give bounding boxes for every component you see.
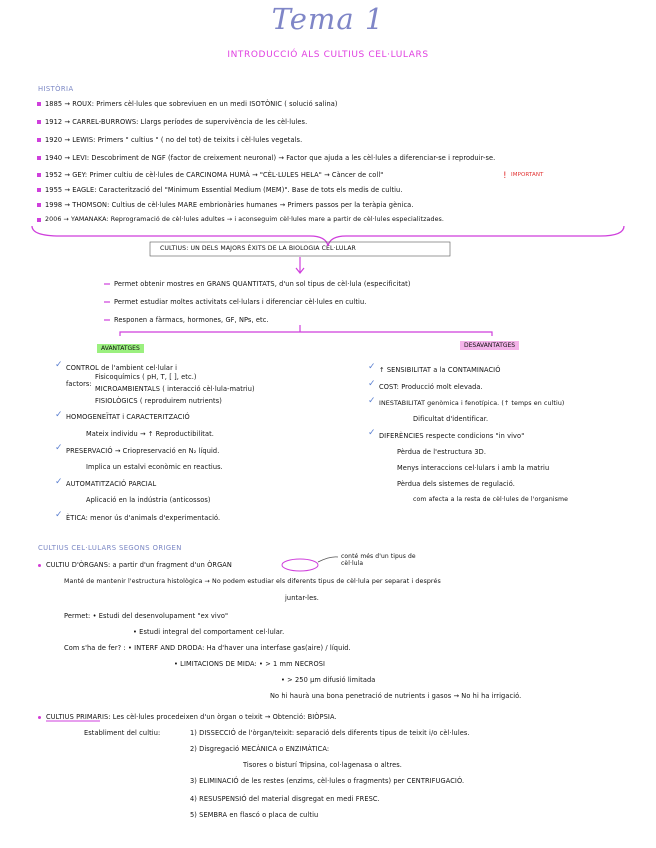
avantatges-item: PRESERVACIÓ → Criopreservació en N₂ líquid. [66, 447, 220, 455]
organ-circle [282, 559, 318, 571]
check-icon: ✓ [55, 477, 63, 487]
historia-item: 1998 → THOMSON: Cultius de cèl·lules MARE embrionàries humanes → Primers passos per la teràpia gènica. [45, 201, 414, 209]
historia-item: 1955 → EAGLE: Caracterització del "Minimum Essential Medium (MEM)". Base de tots els medis de cultiu. [45, 186, 403, 194]
primaris-step: 5) SEMBRA en flascó o placa de cultiu [190, 811, 319, 819]
origen-line: • > 250 µm difusió limitada [281, 676, 376, 684]
desavantatges-item: com afecta a la resta de cèl·lules de l'organisme [413, 496, 569, 503]
avantatges-item: HOMOGENEÏTAT i CARACTERITZACIÓ [66, 413, 190, 421]
check-icon: ✓ [55, 510, 63, 520]
important-label: IMPORTANT [511, 172, 544, 178]
primaris-step-detail: Tisores o bisturí Tripsina, col·lagenasa o altres. [243, 761, 402, 769]
historia-item: 1940 → LEVI: Descobriment de NGF (factor de creixement neuronal) → Factor que ajuda a les cèl·lules a diferenciar-se i reproduir-se. [45, 154, 496, 162]
origen-line: • LIMITACIONS DE MIDA: • > 1 mm NECROSI [174, 660, 326, 668]
origen-heading: CULTIUS CEL·LULARS SEGONS ORIGEN [38, 544, 182, 552]
avantatges-item: AUTOMATITZACIÓ PARCIAL [66, 480, 157, 488]
historia-item: 1885 → ROUX: Primers cèl·lules que sobreviuen en un medi ISOTÒNIC ( solució salina) [45, 100, 338, 108]
primaris-step: 1) DISSECCIÓ de l'òrgan/teixit: separació dels diferents tipus de teixit i/o cèl·lules. [190, 729, 470, 737]
cultius-point: Responen a fàrmacs, hormones, GF, NPs, etc. [114, 316, 269, 324]
page-subtitle: INTRODUCCIÓ ALS CULTIUS CEL·LULARS [227, 50, 429, 60]
primaris-title: CULTIUS PRIMARIS: Les cèl·lules procedeixen d'un òrgan o teixit → Obtenció: BIÒPSIA. [46, 713, 337, 721]
check-icon: ✓ [368, 428, 376, 438]
avantatges-item: ÈTICA: menor ús d'animals d'experimentació. [66, 514, 221, 522]
check-icon: ✓ [55, 443, 63, 453]
desavantatges-badge: DESAVANTATGES [460, 341, 519, 350]
check-icon: ✓ [55, 410, 63, 420]
avantatges-item: Aplicació en la indústria (anticossos) [86, 496, 211, 504]
desavantatges-item: COST: Producció molt elevada. [379, 383, 483, 391]
organ-line: CULTIU D'ÒRGANS: a partir d'un fragment d'un ÒRGAN [46, 561, 232, 569]
desavantatges-item: Pèrdua de l'estructura 3D. [397, 448, 487, 456]
check-icon: ✓ [368, 379, 376, 389]
desavantatges-item: Dificultat d'identificar. [413, 415, 489, 423]
check-icon: ✓ [55, 360, 63, 370]
organ-note: conté més d'un tipus de cèl·lula [341, 553, 416, 567]
origen-line: No hi haurà una bona penetració de nutrients i gasos → No hi ha irrigació. [270, 692, 522, 700]
check-icon: ✓ [368, 362, 376, 372]
cultius-point: Permet estudiar moltes activitats cel·lulars i diferenciar cèl·lules en cultiu. [114, 298, 367, 306]
origen-line: juntar-les. [285, 594, 320, 602]
avantatges-factor: MICROAMBIENTALS ( interacció cèl·lula-matriu) [95, 385, 255, 393]
avantatges-factors-label: factors: [66, 380, 92, 388]
page-title: Tema 1 [271, 2, 385, 36]
cultius-box [150, 242, 450, 256]
check-icon: ✓ [368, 396, 376, 406]
desavantatges-item: Pèrdua dels sistemes de regulació. [397, 480, 515, 488]
avantatges-control: CONTROL de l'ambient cel·lular i [66, 364, 178, 372]
historia-item: 2006 → YAMANAKA: Reprogramació de cèl·lules adultes → i aconseguim cèl·lules mare a partir de cèl·lules especialitzades. [45, 216, 445, 223]
avantatges-factor: FISIOLÒGICS ( reproduirem nutrients) [95, 397, 222, 405]
historia-heading: HISTÒRIA [38, 85, 74, 93]
desavantatges-item: INESTABILITAT genòmica i fenotípica. (↑ temps en cultiu) [379, 400, 565, 407]
desavantatges-item: ↑ SENSIBILITAT a la CONTAMINACIÓ [379, 366, 501, 374]
primaris-step: 4) RESUSPENSIÓ del material disgregat en medi FRESC. [190, 795, 380, 803]
desavantatges-item: Menys interaccions cel·lulars i amb la matriu [397, 464, 550, 472]
historia-item: 1920 → LEWIS: Primers " cultius " ( no del tot) de teixits i cèl·lules vegetals. [45, 136, 303, 144]
cultius-box-label: CULTIUS: UN DELS MAJORS ÈXITS DE LA BIOLOGIA CEL·LULAR [160, 245, 356, 252]
desavantatges-item: DIFERÈNCIES respecte condicions "in vivo" [379, 432, 525, 440]
cultius-point: Permet obtenir mostres en GRANS QUANTITATS, d'un sol tipus de cèl·lula (especificitat) [114, 280, 411, 288]
establiment-label: Establiment del cultiu: [84, 729, 161, 737]
origen-line: Manté de mantenir l'estructura histològica → No podem estudiar els diferents tipus de cèl·lula per separat i després [64, 578, 441, 585]
branch [120, 325, 492, 336]
historia-item: 1952 → GEY: Primer cultiu de cèl·lules de CARCINOMA HUMÀ → "CÈL·LULES HELA" → Càncer de coll" [45, 171, 384, 179]
origen-line: • Estudi integral del comportament cel·lular. [133, 628, 285, 636]
historia-item: 1912 → CARREL-BURROWS: Llargs períodes de supervivència de les cèl·lules. [45, 118, 308, 126]
avantatges-badge: AVANTATGES [97, 344, 144, 353]
exclamation-icon: ! [503, 171, 507, 181]
note-arrow [318, 557, 338, 562]
primaris-step: 3) ELIMINACIÓ de les restes (enzims, cèl·lules o fragments) per CENTRIFUGACIÓ. [190, 777, 465, 785]
avantatges-factor: Fisicoquímics ( pH, T, [ ], etc.) [95, 373, 197, 381]
origen-line: Com s'ha de fer? : • INTERF AND DRODA: Ha d'haver una interfase gas(aire) / líquid. [64, 644, 351, 652]
primaris-step: 2) Disgregació MECÀNICA o ENZIMÀTICA: [190, 745, 330, 753]
avantatges-item: Implica un estalvi econòmic en reactius. [86, 463, 223, 471]
avantatges-item: Mateix individu → ↑ Reproductibilitat. [86, 430, 214, 438]
origen-line: Permet: • Estudi del desenvolupament "ex vivo" [64, 612, 229, 620]
brace [32, 226, 624, 246]
